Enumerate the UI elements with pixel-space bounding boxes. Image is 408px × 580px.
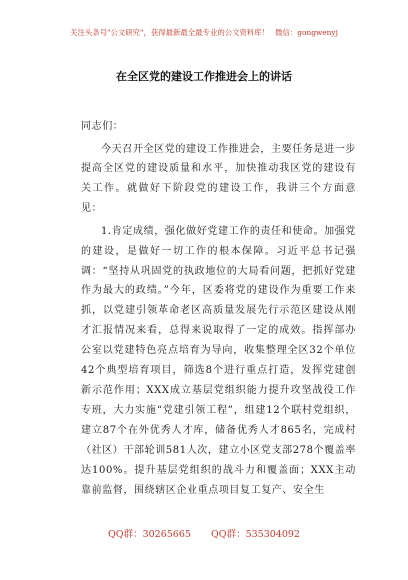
promo-banner xyxy=(0,27,408,39)
footer-qq-group-1: QQ群：30265665 xyxy=(108,529,191,540)
paragraph-section-1: 1.肯定成绩，强化做好党建工作的责任和使命。加强党的建设，是做好一切工作的根本保障。习近平总书记强调：“坚持从巩固党的执政地位的大局看问题，把抓好党建作为最大的政绩。”今年，区委将党的建设作为重要工作来抓，以党建引领革命老区高质量发展先行示范区建设从刚才汇报情况来看，总得来说取得了一定的成效。指挥部办公室以党建特色亮点培育为导向，收集整理全区32个单位42个典型培育项目，筛选8个进行重点打造，发挥党建创新示范作用；XXX成立基层党组织能力提升攻坚战役工作专班，大力实施“党建引领工程”，组建12个联村党组织，建立87个在外优秀人才库，储备优秀人才865名，完成村（社区）干部轮训581人次，建立小区党支部278个覆盖率达100%。提升基层党组织的战斗力和覆盖面；XXX主动靠前监督，围绕辖区企业重点项目复工复产、安全生 xyxy=(81,225,356,496)
salutation: 同志们： xyxy=(81,121,124,132)
paragraph-intro: 今天召开全区党的建设工作推进会，主要任务是进一步提高全区党的建设质量和水平，加快推动我区党的建设有关工作。就做好下阶段党的建设工作，我讲三个方面意见： xyxy=(81,143,356,215)
footer-contact xyxy=(0,528,408,542)
wechat-id: 微信：gongwenyj xyxy=(275,28,338,37)
promo-banner-text: 关注头条号"公文研究"，获得最新最全最专业的公文资料库！ xyxy=(70,28,270,37)
document-body xyxy=(81,117,356,500)
footer-qq-group-2: QQ群：535304092 xyxy=(211,529,300,540)
page-title: 在全区党的建设工作推进会上的讲话 xyxy=(116,70,292,83)
